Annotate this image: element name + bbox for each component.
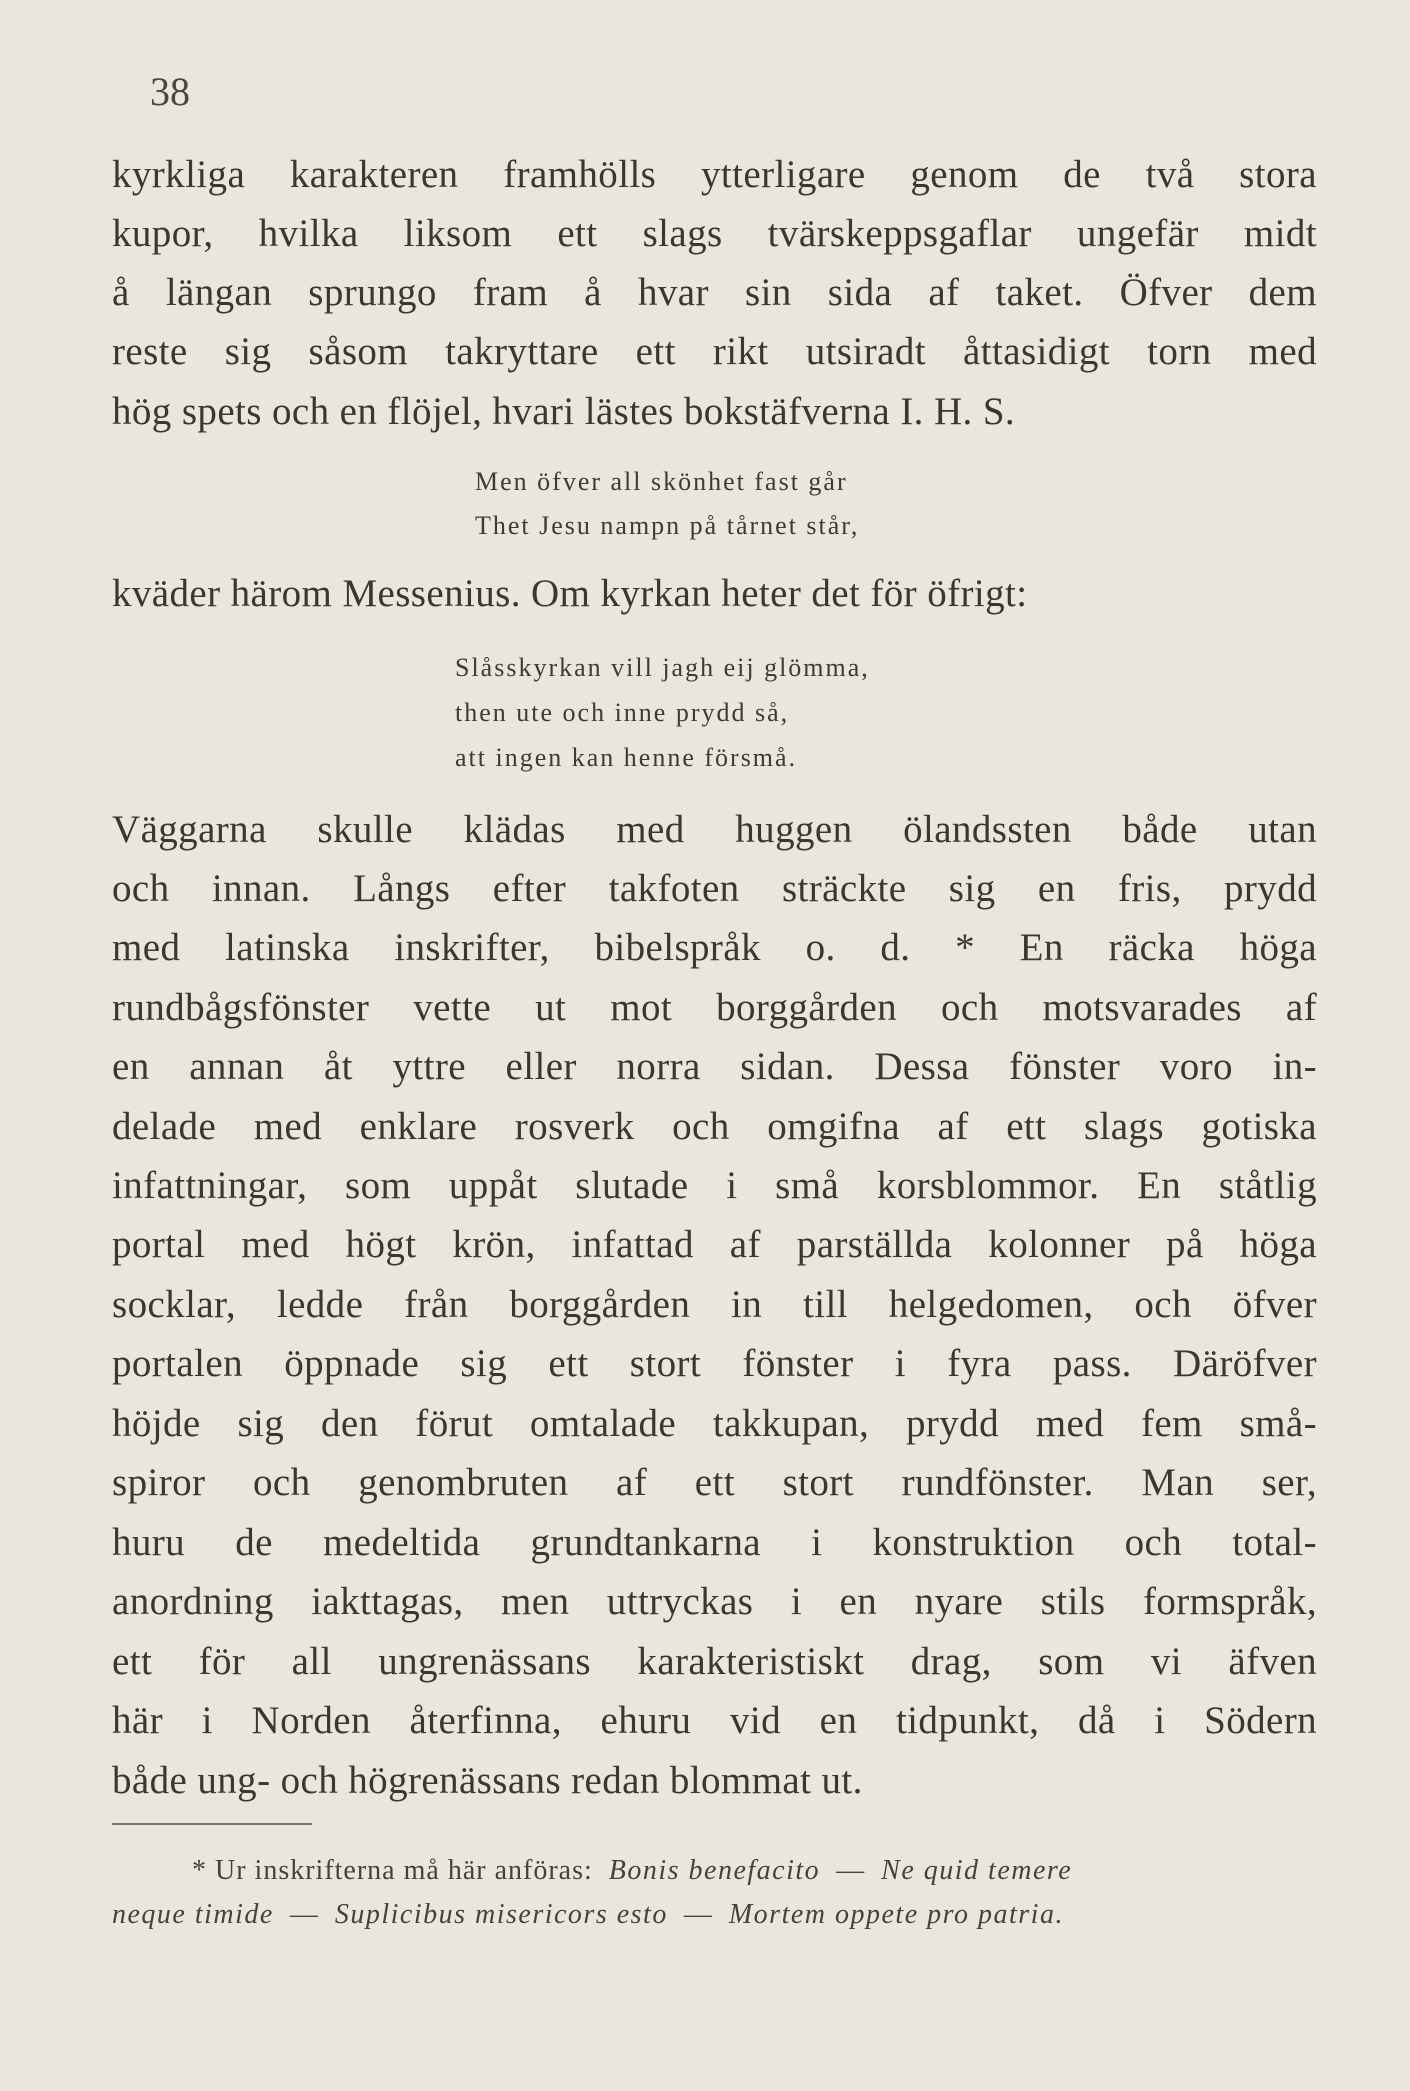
verse-line: Slåsskyrkan vill jagh eij glömma,	[455, 653, 870, 682]
text-line: portal med högt krön, infattad af parställda kolonner på höga	[112, 1223, 1317, 1266]
footnote-quote: Mortem oppete pro patria.	[728, 1899, 1064, 1930]
verse-line: then ute och inne prydd så,	[455, 698, 790, 727]
footnote-separator: —	[836, 1855, 866, 1886]
text-line: både ung- och högrenässans redan blommat ut.	[112, 1759, 863, 1802]
text-line: ett för all ungrenässans karakteristiskt drag, som vi äfven	[112, 1640, 1317, 1683]
text-line: reste sig såsom takryttare ett rikt utsiradt åttasidigt torn med	[112, 330, 1317, 373]
text-line: portalen öppnade sig ett stort fönster i fyra pass. Däröfver	[112, 1342, 1317, 1385]
text-line: infattningar, som uppåt slutade i små korsblommor. En ståtlig	[112, 1164, 1317, 1207]
text-line: anordning iakttagas, men uttryckas i en nyare stils formspråk,	[112, 1580, 1317, 1623]
verse-line: att ingen kan henne försmå.	[455, 743, 798, 772]
footnote-line	[112, 1898, 1064, 1932]
text-line: Väggarna skulle klädas med huggen ölandssten både utan	[112, 808, 1317, 851]
page-number: 38	[150, 69, 190, 114]
footnote-quote: Bonis benefacito	[608, 1855, 821, 1886]
footnote-intro: Ur inskrifterna må här anföras:	[215, 1855, 593, 1886]
text-line: höjde sig den förut omtalade takkupan, prydd med fem små-	[112, 1402, 1317, 1445]
footnote-separator: —	[289, 1899, 319, 1930]
text-line: huru de medeltida grundtankarna i konstruktion och total-	[112, 1521, 1317, 1564]
footnote-line	[192, 1854, 1072, 1888]
text-line: delade med enklare rosverk och omgifna af ett slags gotiska	[112, 1105, 1317, 1148]
text-line: spiror och genombruten af ett stort rundfönster. Man ser,	[112, 1461, 1317, 1504]
text-line: å längan sprungo fram å hvar sin sida af taket. Öfver dem	[112, 271, 1317, 314]
footnote-quote: Ne quid temere	[881, 1855, 1073, 1886]
text-line: hög spets och en flöjel, hvari lästes bokstäfverna I. H. S.	[112, 390, 1016, 433]
text-line: och innan. Långs efter takfoten sträckte sig en fris, prydd	[112, 867, 1317, 910]
footnote-rule	[112, 1823, 312, 1825]
text-line: kyrkliga karakteren framhölls ytterligare genom de två stora	[112, 153, 1317, 196]
text-line: kväder härom Messenius. Om kyrkan heter det för öfrigt:	[112, 572, 1028, 615]
footnote-quote: neque timide	[112, 1899, 274, 1930]
text-line: med latinska inskrifter, bibelspråk o. d. * En räcka höga	[112, 926, 1317, 969]
footnote-mark: *	[192, 1855, 207, 1886]
text-line: rundbågsfönster vette ut mot borggården och motsvarades af	[112, 986, 1317, 1029]
footnote-quote: Suplicibus misericors esto	[334, 1899, 668, 1930]
footnote-separator: —	[683, 1899, 713, 1930]
text-line: kupor, hvilka liksom ett slags tvärskeppsgaflar ungefär midt	[112, 212, 1317, 255]
verse-line: Men öfver all skönhet fast går	[475, 467, 848, 496]
text-line: här i Norden återfinna, ehuru vid en tidpunkt, då i Södern	[112, 1699, 1317, 1742]
text-line: socklar, ledde från borggården in till helgedomen, och öfver	[112, 1283, 1317, 1326]
verse-line: Thet Jesu nampn på tårnet står,	[475, 511, 860, 540]
text-line: en annan åt yttre eller norra sidan. Dessa fönster voro in-	[112, 1045, 1317, 1088]
